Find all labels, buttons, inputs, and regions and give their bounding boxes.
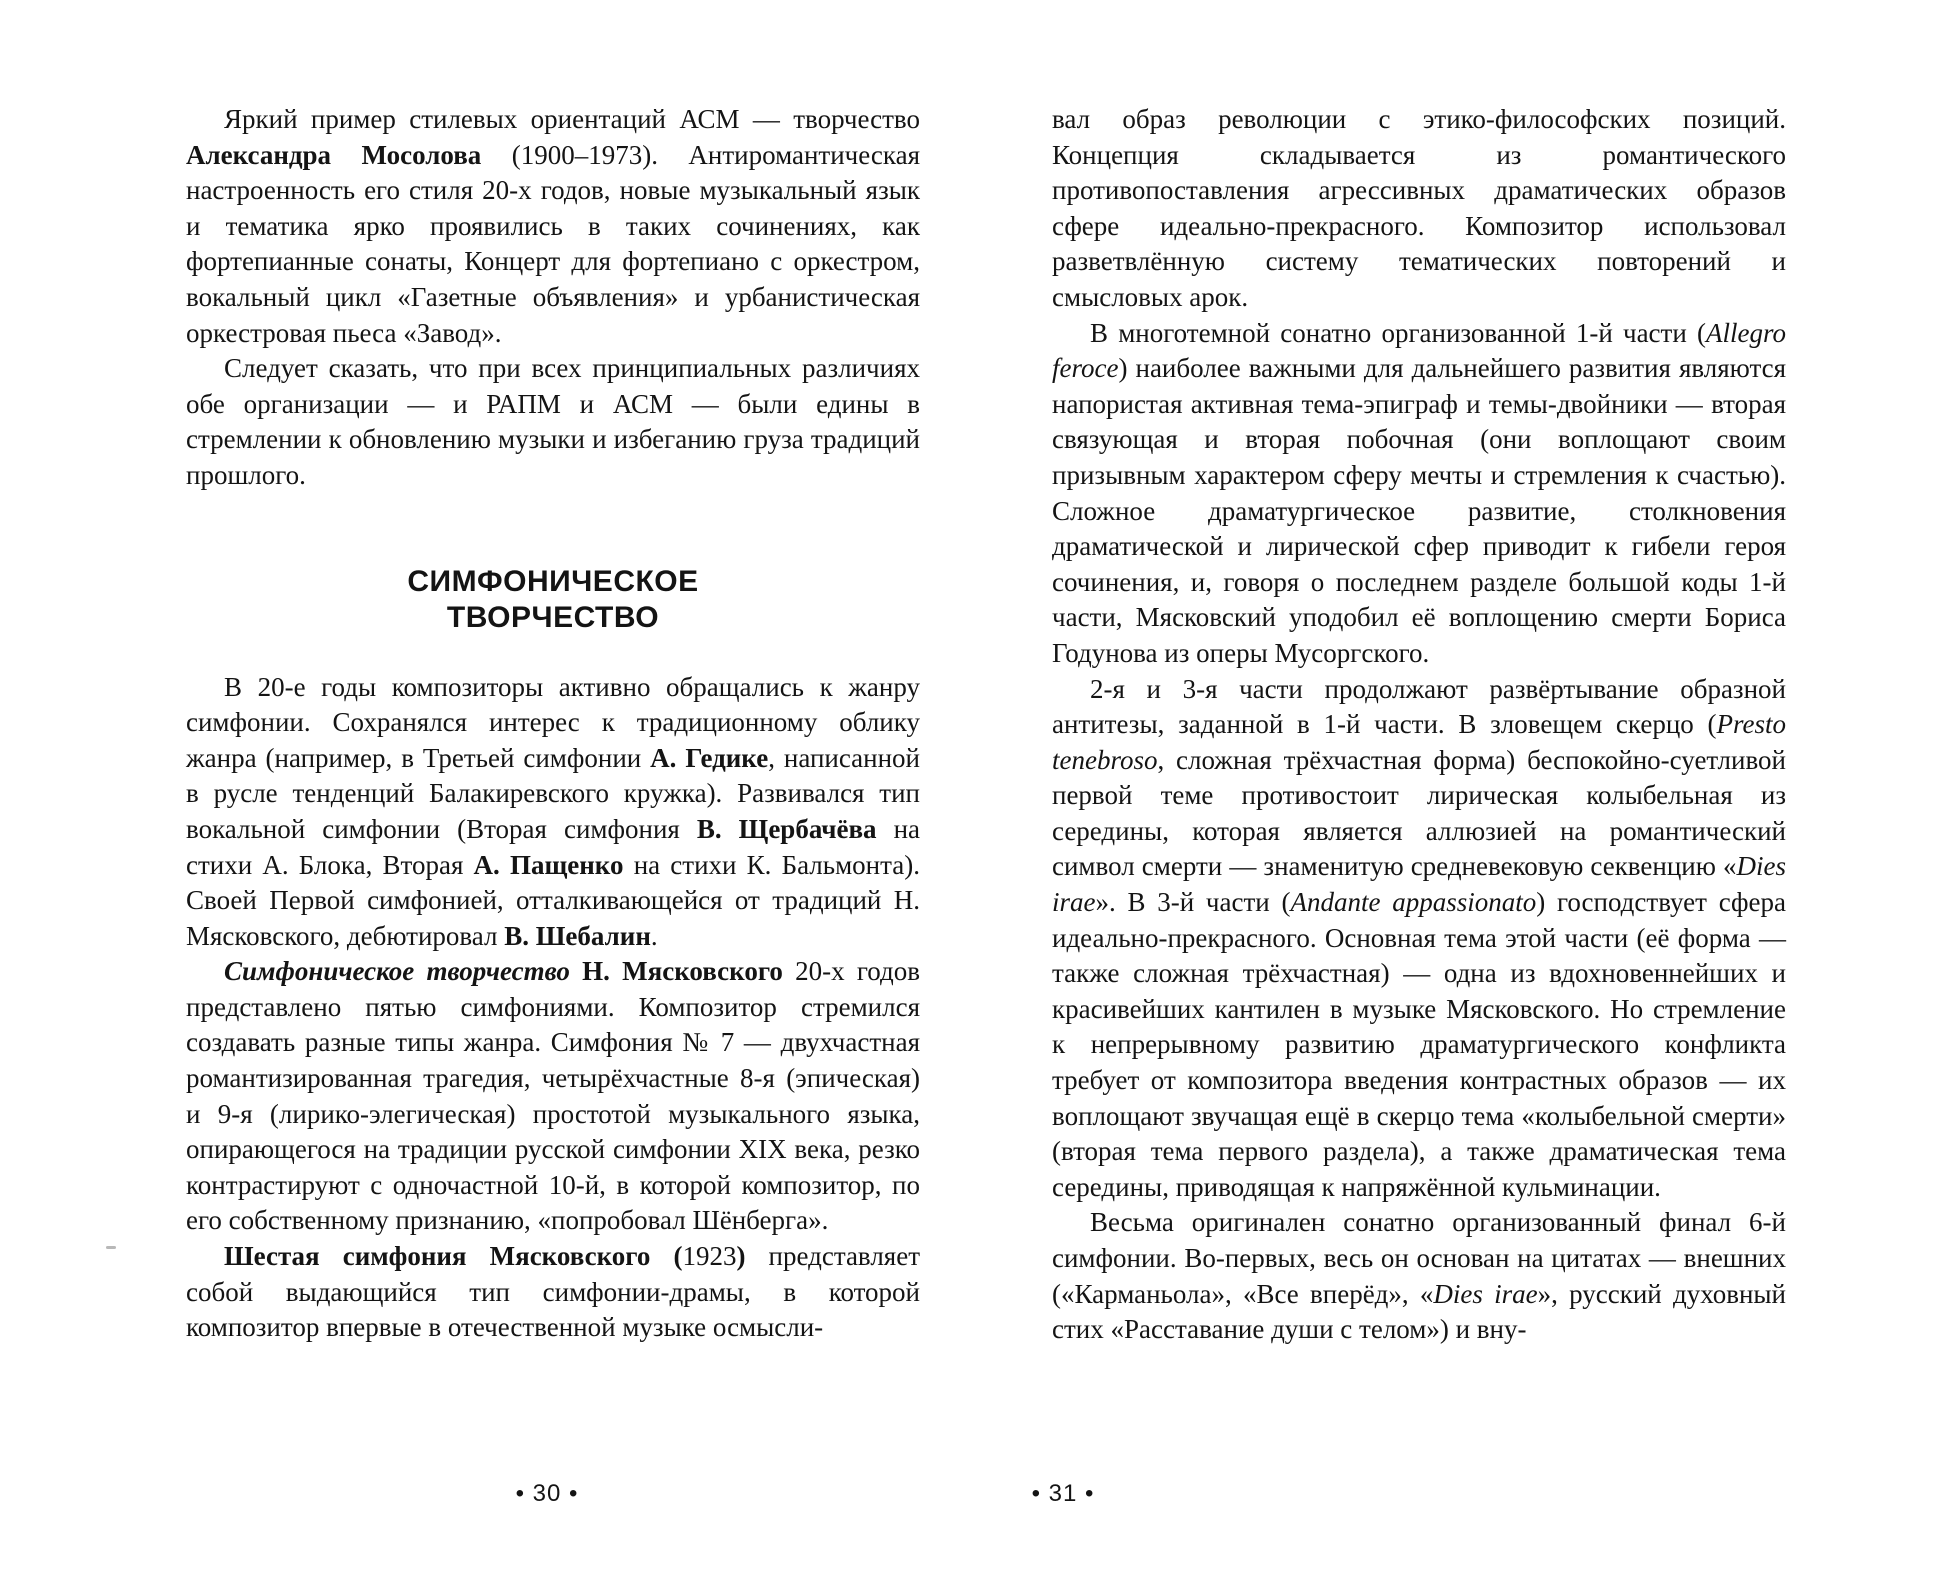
composer-name: Александра Мосолова [186, 139, 482, 170]
paragraph: Симфоническое творчество Н. Мясковского 20-х годов представлено пятью симфониями. Композитор стремился создавать разные типы жанра. Симфония № 7 — двухчастная романтизированная трагедия, четырёхчастные 8-я (эпическая) и 9-я (лирико-элегическая) простотой музыкального языка, опирающегося на традиции русской симфонии XIX века, резко контрастируют с одночастной 10-й, в которой композитор, по его собственному признанию, «попробовал Шёнберга». [186, 956, 920, 1236]
paragraph: вал образ революции с этико-философских позиций. Концепция складывается из романтического противопоставления агрессивных драматических образов сфере идеально-прекрасного. Композитор использовал разветвлённую систему тематических повторений и смысловых арок. [1052, 104, 1786, 312]
emphasis: Симфоническое творчество [224, 956, 570, 987]
tempo-marking: Andante appassionato [1290, 887, 1537, 918]
left-page [186, 102, 921, 1507]
emphasis: Шестая симфония Мясковского (1923) [224, 1241, 746, 1272]
composer-name: Н. Мясковского [569, 956, 783, 987]
title-italic: Dies irae [1052, 851, 1786, 918]
tempo-marking: Presto tenebroso [1052, 709, 1786, 775]
composer-name: В. Шебалин [504, 920, 651, 951]
paragraph: В многотемной сонатно организованной 1-й части (Allegro feroce) наиболее важными для дальнейшего развития являются напористая активная тема-эпиграф и темы-двойники — вторая связующая и вторая побочная (они воплощают своим призывным характером сферу мечты и стремления к счастью). Сложное драматургическое развитие, столкновения драматической и лирической сфер приводит к гибели героя сочинения, и, говоря о последнем разделе большой коды 1-й части, Мясковский уподобил её воплощению смерти Бориса Годунова из оперы Мусоргского. [1052, 317, 1786, 668]
paragraph: Весьма оригинален сонатно организованный финал 6-й симфонии. Во-первых, весь он основан на цитатах — внешних («Карманьола», «Все вперёд», «Dies irae», русский духовный стих «Расставание души с телом») и вну- [1052, 1207, 1786, 1345]
paragraph: 2-я и 3-я части продолжают развёртывание образной антитезы, заданной в 1-й части. В зловещем скерцо (Presto tenebroso, сложная трёхчастная форма) беспокойно-суетливой первой теме противостоит лирическая колыбельная из середины, которая является аллюзией на романтический символ смерти — знаменитую средневековую секвенцию «Dies irae». В 3-й части (Andante appassionato) господствует сфера идеально-прекрасного. Основная тема этой части (её форма — также сложная трёхчастная) — одна из вдохновеннейших и красивейших кантилен в музыке Мясковского. Но стремление к непрерывному развитию драматургического конфликта требует от композитора введения контрастных образов — их воплощают звучащая ещё в скерцо тема «колыбельной смерти» (вторая тема первого раздела), а также драматическая тема середины, приводящая к напряжённой кульминации. [1052, 673, 1786, 1202]
right-page [1031, 102, 1786, 1507]
composer-name: В. Щербачёва [696, 813, 877, 844]
scan-speck [106, 1246, 116, 1249]
paragraph: Шестая симфония Мясковского (1923) представляет собой выдающийся тип симфонии-драмы, в которой композитор впервые в отечественной музыке осмысли- [186, 1241, 920, 1343]
composer-name: А. Пащенко [473, 849, 624, 880]
paragraph: Яркий пример стилевых ориентаций АСМ — творчество Александра Мосолова (1900–1973). Антиромантическая настроенность его стиля 20-х годов, новые музыкальный язык и тематика ярко проявились в таких сочинениях, как фортепианные сонаты, Концерт для фортепиано с оркестром, вокальный цикл «Газетные объявления» и урбанистическая оркестровая пьеса «Завод». [186, 104, 920, 348]
page-number: • 30 • [515, 1480, 579, 1507]
title-italic: Dies irae [1433, 1278, 1538, 1309]
tempo-marking: Allegro feroce [1052, 317, 1786, 384]
right-page-text [1052, 102, 1786, 1348]
section-title: СИМФОНИЧЕСКОЕ ТВОРЧЕСТВО [407, 564, 699, 634]
left-page-text [186, 102, 920, 1346]
page-number: • 31 • [1031, 1480, 1095, 1507]
composer-name: А. Гедике [650, 742, 769, 773]
paragraph: Следует сказать, что при всех принципиальных различиях обе организации — и РАПМ и АСМ — были едины в стремлении к обновлению музыки и избеганию груза традиций прошлого. [186, 353, 920, 490]
paragraph: В 20-е годы композиторы активно обращались к жанру симфонии. Сохранялся интерес к традиционному облику жанра (например, в Третьей симфонии А. Гедике, написанной в русле тенденций Балакиревского кружка). Развивался тип вокальной симфонии (Вторая симфония В. Щербачёва на стихи А. Блока, Вторая А. Пащенко на стихи К. Бальмонта). Своей Первой симфонией, отталкивающейся от традиций Н. Мясковского, дебютировал В. Шебалин. [186, 671, 921, 951]
